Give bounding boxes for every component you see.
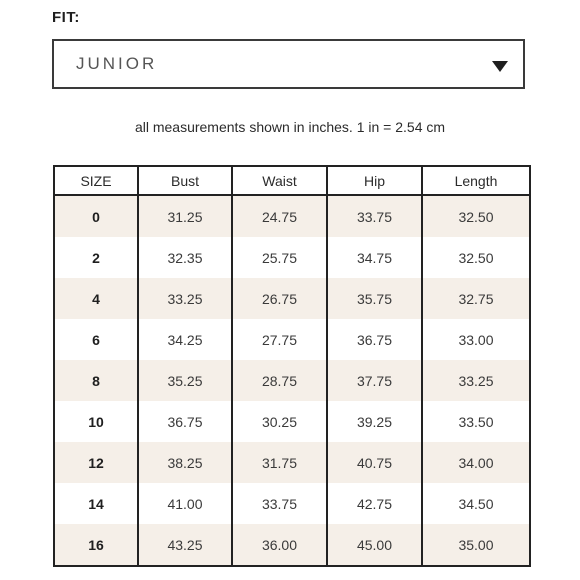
cell-size: 10 (54, 401, 138, 442)
cell-bust: 34.25 (138, 319, 232, 360)
cell-bust: 41.00 (138, 483, 232, 524)
cell-length: 33.25 (422, 360, 530, 401)
table-row (54, 319, 530, 360)
cell-waist: 28.75 (232, 360, 327, 401)
cell-hip: 35.75 (327, 278, 422, 319)
size-chart-table (53, 165, 531, 567)
cell-bust: 32.35 (138, 237, 232, 278)
cell-length: 32.75 (422, 278, 530, 319)
cell-size: 12 (54, 442, 138, 483)
cell-hip: 40.75 (327, 442, 422, 483)
cell-waist: 24.75 (232, 195, 327, 237)
table-row (54, 237, 530, 278)
table-row (54, 483, 530, 524)
header-waist: Waist (232, 166, 327, 195)
cell-waist: 30.25 (232, 401, 327, 442)
table-row (54, 401, 530, 442)
table-header-row (54, 166, 530, 195)
header-bust: Bust (138, 166, 232, 195)
table-row (54, 442, 530, 483)
table-row (54, 195, 530, 237)
cell-length: 32.50 (422, 195, 530, 237)
measurement-note: all measurements shown in inches. 1 in = 2.54 cm (134, 119, 446, 135)
table-row (54, 278, 530, 319)
cell-length: 35.00 (422, 524, 530, 566)
cell-hip: 34.75 (327, 237, 422, 278)
cell-bust: 35.25 (138, 360, 232, 401)
cell-bust: 36.75 (138, 401, 232, 442)
fit-dropdown[interactable] (52, 39, 525, 89)
cell-hip: 39.25 (327, 401, 422, 442)
cell-hip: 37.75 (327, 360, 422, 401)
cell-size: 4 (54, 278, 138, 319)
table-row (54, 524, 530, 566)
cell-waist: 33.75 (232, 483, 327, 524)
cell-bust: 31.25 (138, 195, 232, 237)
cell-hip: 36.75 (327, 319, 422, 360)
cell-size: 16 (54, 524, 138, 566)
cell-waist: 26.75 (232, 278, 327, 319)
cell-hip: 42.75 (327, 483, 422, 524)
header-size: SIZE (54, 166, 138, 195)
cell-size: 8 (54, 360, 138, 401)
header-hip: Hip (327, 166, 422, 195)
cell-waist: 36.00 (232, 524, 327, 566)
header-length: Length (422, 166, 530, 195)
cell-size: 0 (54, 195, 138, 237)
cell-bust: 43.25 (138, 524, 232, 566)
cell-size: 14 (54, 483, 138, 524)
cell-waist: 27.75 (232, 319, 327, 360)
cell-length: 32.50 (422, 237, 530, 278)
cell-hip: 33.75 (327, 195, 422, 237)
cell-length: 34.50 (422, 483, 530, 524)
fit-selected-value: JUNIOR (76, 54, 158, 73)
triangle-down-icon (492, 61, 508, 72)
cell-hip: 45.00 (327, 524, 422, 566)
cell-bust: 38.25 (138, 442, 232, 483)
cell-bust: 33.25 (138, 278, 232, 319)
cell-size: 2 (54, 237, 138, 278)
cell-length: 34.00 (422, 442, 530, 483)
cell-size: 6 (54, 319, 138, 360)
cell-waist: 25.75 (232, 237, 327, 278)
table-row (54, 360, 530, 401)
cell-length: 33.50 (422, 401, 530, 442)
fit-label: FIT: (52, 9, 80, 26)
cell-waist: 31.75 (232, 442, 327, 483)
cell-length: 33.00 (422, 319, 530, 360)
